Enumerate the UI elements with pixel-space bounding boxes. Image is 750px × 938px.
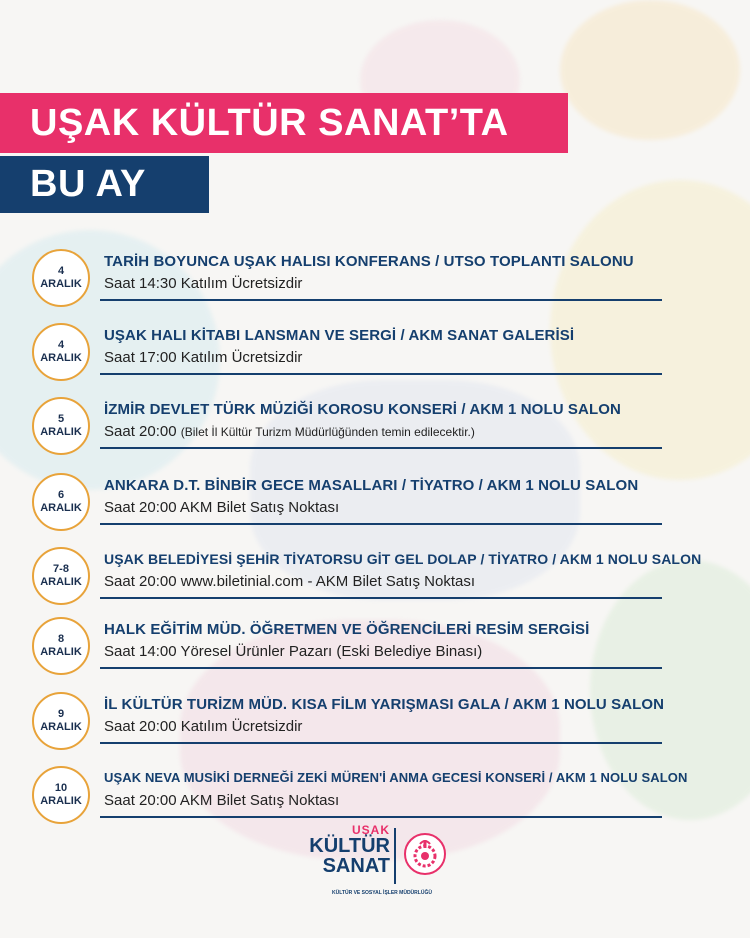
event-title: UŞAK BELEDİYESİ ŞEHİR TİYATORSU GİT GEL DOLAP / TİYATRO / AKM 1 NOLU SALON (104, 551, 702, 567)
date-month: ARALIK (40, 646, 82, 658)
date-month: ARALIK (40, 502, 82, 514)
event-detail (104, 423, 475, 440)
divider (100, 742, 662, 744)
event-item (32, 473, 664, 533)
event-detail-note: (Bilet İl Kültür Turizm Müdürlüğünden temin edilecektir.) (180, 425, 475, 439)
event-detail (104, 792, 339, 809)
event-item (32, 249, 664, 309)
event-item (32, 692, 664, 752)
date-badge (32, 692, 90, 750)
date-day: 9 (57, 708, 65, 720)
event-detail (104, 643, 482, 660)
date-day: 4 (57, 339, 65, 351)
date-month: ARALIK (40, 795, 82, 807)
date-badge (32, 617, 90, 675)
event-title: İZMİR DEVLET TÜRK MÜZİĞİ KOROSU KONSERİ / AKM 1 NOLU SALON (104, 401, 621, 418)
event-detail-text: Saat 20:00 AKM Bilet Satış Noktası (104, 792, 340, 809)
logo-subtitle: KÜLTÜR VE SOSYAL İŞLER MÜDÜRLÜĞÜ (332, 890, 432, 896)
logo-usak-text: UŞAK (351, 823, 390, 837)
municipality-seal-icon (398, 826, 450, 882)
date-month: ARALIK (40, 426, 82, 438)
event-detail-text: Saat 20:00 AKM Bilet Satış Noktası (104, 499, 340, 516)
date-month: ARALIK (40, 576, 82, 588)
date-badge (32, 323, 90, 381)
date-badge (32, 397, 90, 455)
divider (100, 667, 662, 669)
event-item (32, 397, 664, 457)
date-month: ARALIK (40, 352, 82, 364)
logo-sanat-text: SANAT (322, 855, 390, 877)
event-title: ANKARA D.T. BİNBİR GECE MASALLARI / TİYATRO / AKM 1 NOLU SALON (104, 477, 639, 494)
logo-divider (394, 828, 396, 884)
date-badge (32, 766, 90, 824)
header-subtitle-banner: BU AY (0, 156, 209, 213)
event-detail-text: Saat 17:00 Katılım Ücretsizdir (104, 349, 303, 366)
event-item (32, 617, 664, 677)
event-detail (104, 275, 302, 292)
header-title-banner: UŞAK KÜLTÜR SANAT’TA (0, 93, 568, 153)
date-day: 4 (57, 265, 65, 277)
event-detail-text: Saat 14:30 Katılım Ücretsizdir (104, 275, 303, 292)
event-item (32, 323, 664, 383)
divider (100, 523, 662, 525)
event-item (32, 766, 688, 826)
divider (100, 373, 662, 375)
kultur-sanat-logo (309, 818, 452, 898)
date-badge (32, 473, 90, 531)
event-title: HALK EĞİTİM MÜD. ÖĞRETMEN VE ÖĞRENCİLERİ RESİM SERGİSİ (104, 621, 590, 638)
event-detail (104, 349, 302, 366)
event-title: İL KÜLTÜR TURİZM MÜD. KISA FİLM YARIŞMASI GALA / AKM 1 NOLU SALON (104, 696, 665, 713)
event-title: UŞAK HALI KİTABI LANSMAN VE SERGİ / AKM SANAT GALERİSİ (104, 327, 575, 344)
divider (100, 597, 662, 599)
date-day: 6 (57, 489, 65, 501)
date-day: 7-8 (53, 563, 69, 575)
event-detail-text: Saat 14:00 Yöresel Ürünler Pazarı (Eski Belediye Binası) (104, 643, 483, 660)
event-item (32, 547, 702, 607)
date-day: 5 (57, 413, 65, 425)
divider (100, 447, 662, 449)
background-decoration (560, 0, 740, 140)
event-detail (104, 499, 339, 516)
divider (100, 299, 662, 301)
event-detail-text: Saat 20:00 Katılım Ücretsizdir (104, 718, 303, 735)
date-badge (32, 547, 90, 605)
date-month: ARALIK (40, 278, 82, 290)
event-detail-text: Saat 20:00 www.biletinial.com - AKM Bilet Satış Noktası (104, 573, 475, 590)
event-detail (104, 718, 302, 735)
logo-kultur-text: KÜLTÜR (309, 835, 390, 857)
event-detail (104, 573, 475, 590)
event-title: UŞAK NEVA MUSİKİ DERNEĞİ ZEKİ MÜREN'İ ANMA GECESİ KONSERİ / AKM 1 NOLU SALON (104, 770, 688, 785)
date-badge (32, 249, 90, 307)
event-detail-text: Saat 20:00 (104, 423, 177, 440)
event-title: TARİH BOYUNCA UŞAK HALISI KONFERANS / UTSO TOPLANTI SALONU (104, 253, 634, 270)
date-month: ARALIK (40, 721, 82, 733)
date-day: 8 (57, 633, 65, 645)
date-day: 10 (54, 782, 68, 794)
